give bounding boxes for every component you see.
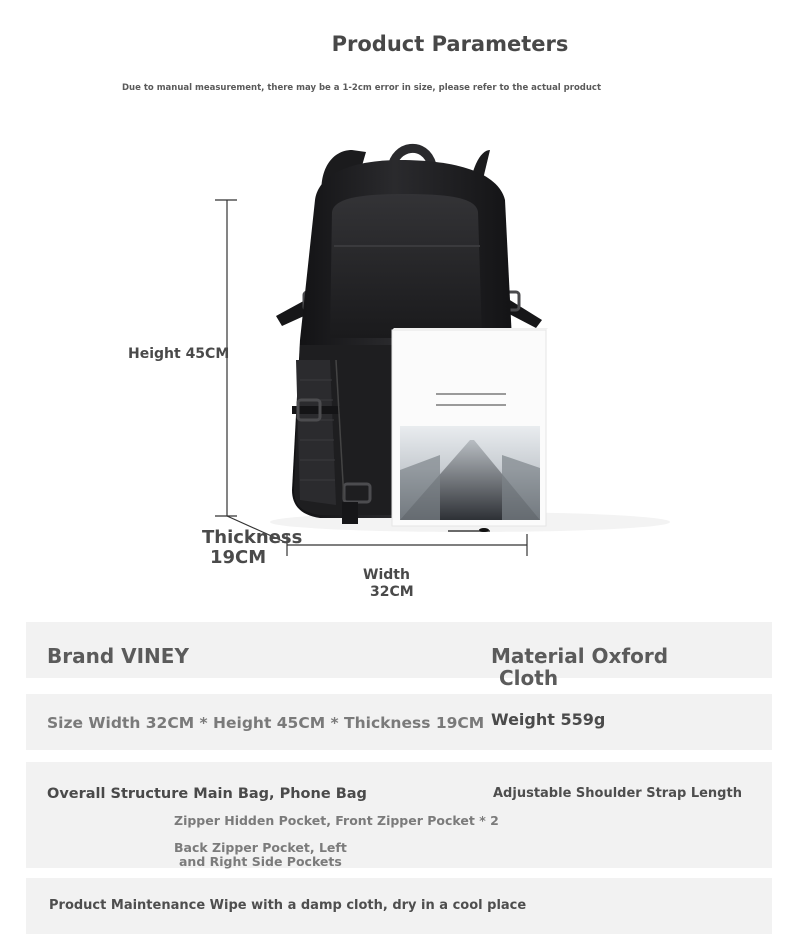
material-text: Material Oxford (491, 644, 669, 668)
brand-text: Brand VINEY (47, 644, 189, 668)
pockets-text-3: and Right Side Pockets (179, 854, 342, 869)
pockets-text-1: Zipper Hidden Pocket, Front Zipper Pocket * 2 (174, 813, 499, 828)
thickness-label: Thickness (202, 527, 303, 548)
size-text: Size Width 32CM * Height 45CM * Thickness 19CM (47, 714, 485, 732)
width-measure-line (287, 534, 527, 556)
weight-text: Weight 559g (491, 710, 606, 729)
pockets-text-2: Back Zipper Pocket, Left (174, 840, 347, 855)
material-text-cont: Cloth (499, 666, 559, 690)
width-label: Width (363, 567, 410, 583)
width-value: 32CM (370, 584, 414, 600)
page-title: Product Parameters (331, 32, 569, 56)
strap-text: Adjustable Shoulder Strap Length (493, 786, 742, 801)
maintenance-text: Product Maintenance Wipe with a damp cloth, dry in a cool place (49, 898, 527, 913)
height-label: Height 45CM (128, 346, 230, 362)
thickness-value: 19CM (210, 547, 267, 568)
structure-text: Overall Structure Main Bag, Phone Bag (47, 786, 367, 802)
measurement-note: Due to manual measurement, there may be a 1-2cm error in size, please refer to the actual product (122, 83, 602, 93)
magazine-image (392, 328, 548, 532)
